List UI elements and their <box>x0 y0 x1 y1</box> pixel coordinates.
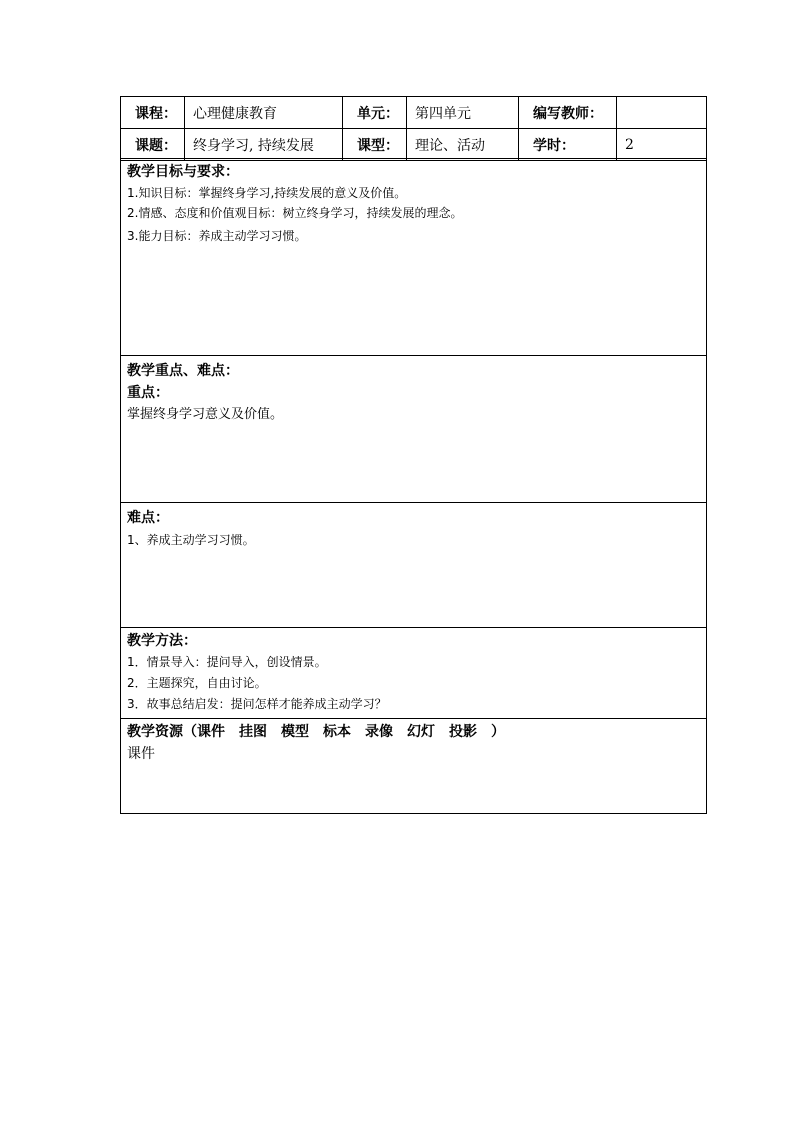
course-label: 课程： <box>121 97 185 129</box>
objectives-title: 教学目标与要求： <box>127 164 239 180</box>
difficulties-section <box>120 502 707 628</box>
hours-value: 2 <box>617 129 707 161</box>
methods-title: 教学方法： <box>127 633 197 649</box>
resources-section <box>120 718 707 814</box>
key-points-title: 教学重点、难点： <box>127 363 239 379</box>
course-value: 心理健康教育 <box>185 97 343 129</box>
objective-item: 1.知识目标：掌握终身学习,持续发展的意义及价值。 <box>127 186 407 200</box>
difficulty-text: 1、养成主动学习习惯。 <box>127 533 255 547</box>
method-item: 3．故事总结启发：提问怎样才能养成主动学习？ <box>127 697 387 711</box>
header-row-1 <box>121 97 707 129</box>
type-value: 理论、活动 <box>407 129 519 161</box>
method-item: 1．情景导入：提问导入，创设情景。 <box>127 655 327 669</box>
topic-label: 课题： <box>121 129 185 161</box>
key-points-section <box>120 355 707 503</box>
resources-title-text: 教学资源（课件 挂图 模型 标本 录像 幻灯 投影 ） <box>127 724 505 740</box>
unit-value: 第四单元 <box>407 97 519 129</box>
difficulties-title: 难点： <box>127 510 169 526</box>
resources-title <box>127 721 700 743</box>
type-label: 课型： <box>343 129 407 161</box>
teacher-value <box>617 97 707 129</box>
unit-label: 单元： <box>343 97 407 129</box>
objective-item: 2.情感、态度和价值观目标：树立终身学习，持续发展的理念。 <box>127 206 463 220</box>
key-points-subtitle: 重点： <box>127 385 169 401</box>
method-item: 2．主题探究，自由讨论。 <box>127 676 267 690</box>
resources-text: 课件 <box>127 746 155 762</box>
teacher-label: 编写教师： <box>519 97 617 129</box>
topic-value: 终身学习, 持续发展 <box>185 129 343 161</box>
key-point-text: 掌握终身学习意义及价值。 <box>127 407 284 422</box>
objective-item: 3.能力目标：养成主动学习习惯。 <box>127 229 307 243</box>
hours-label: 学时： <box>519 129 617 161</box>
header-table <box>120 96 707 161</box>
methods-section <box>120 627 707 719</box>
header-row-2 <box>121 129 707 161</box>
objectives-section <box>120 158 707 356</box>
